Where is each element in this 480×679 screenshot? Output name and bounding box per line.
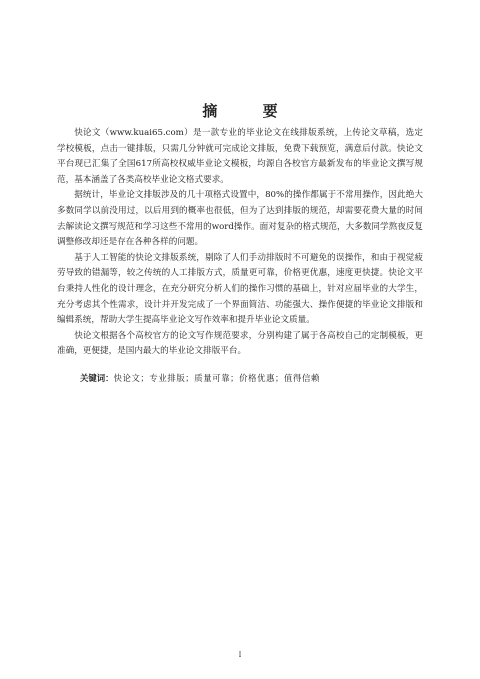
abstract-paragraph-3: 基于人工智能的快论文排版系统，剔除了人们手动排版时不可避免的误操作，和由于视觉疲劳导致的错漏等，较之传统的人工排版方式，质量更可靠，价格更优惠，速度更快捷。快论文平台秉持人性化的设计理念，在充分研究分析人们的操作习惯的基础上，针对应届毕业的大学生，充分考虑其个性需求，设计并开发完成了一个界面简洁、功能强大、操作便捷的毕业论文排版和编辑系统，帮助大学生提高毕业论文写作效率和提升毕业论文质量。 xyxy=(57,252,423,326)
abstract-paragraph-4: 快论文根据各个高校官方的论文写作规范要求，分别构建了属于各高校自己的定制模板，更准确，更便捷，是国内最大的毕业论文排版平台。 xyxy=(57,330,423,357)
abstract-title: 摘 要 xyxy=(202,102,298,120)
keywords-text: 快论文；专业排版；质量可靠；价格优惠；值得信赖 xyxy=(113,373,320,383)
keywords-line xyxy=(80,371,420,385)
abstract-paragraph-1: 快论文（www.kuai65.com）是一款专业的毕业论文在线排版系统，上传论文草稿，选定学校模板，点击一键排版，只需几分钟就可完成论文排版，免费下载预览，满意后付款。快论文平台现已汇集了全国617所高校权威毕业论文模板，均源自各校官方最新发布的毕业论文撰写规范，基本涵盖了各类高校毕业论文格式要求。 xyxy=(57,128,423,185)
abstract-body xyxy=(57,126,423,360)
keywords-label: 关键词： xyxy=(80,373,114,383)
abstract-paragraph-2: 据统计，毕业论文排版涉及的几十项格式设置中，80%的操作都属于不常用操作，因此绝大多数同学以前没用过，以后用到的概率也很低，但为了达到排版的规范，却需要花费大量的时间去解读论文撰写规范和学习这些不常用的word操作。面对复杂的格式规范，大多数同学熬夜反复调整修改却还是存在各种各样的问题。 xyxy=(57,190,423,248)
page-number: I xyxy=(238,651,242,659)
